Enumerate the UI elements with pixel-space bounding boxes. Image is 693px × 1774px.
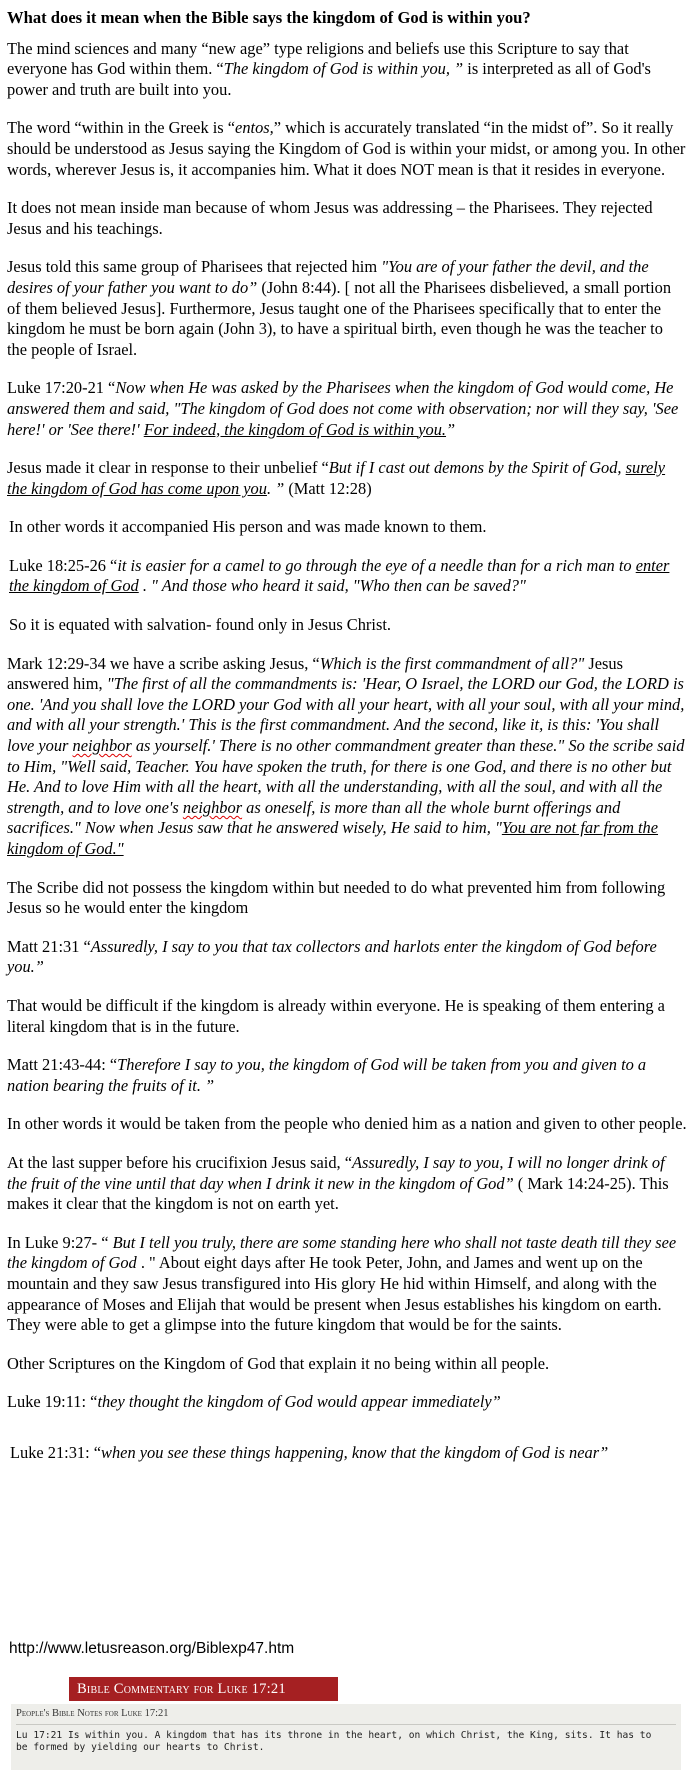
quote: "You are of your father the devil, and the desires of your father you want to do” — [7, 257, 649, 297]
paragraph-matt-12 — [7, 458, 687, 499]
paragraph-luke-9 — [7, 1233, 687, 1336]
paragraph-salvation: So it is equated with salvation- found only in Jesus Christ. — [9, 615, 391, 635]
paragraph-literal-kingdom: That would be difficult if the kingdom is already within everyone. He is speaking of them entering a literal kingdom that is in the future. — [7, 995, 665, 1036]
quote: The kingdom of God is within you, ” — [223, 59, 464, 79]
paragraph-luke-21 — [7, 1443, 687, 1464]
quote: . " And those who heard it said, "Who then can be saved?" — [138, 576, 526, 596]
quote: Assuredly, I say to you that tax collectors and harlots enter the kingdom of God before you.” — [7, 936, 657, 977]
quote: ” — [446, 419, 456, 439]
paragraph-mark-12 — [7, 654, 687, 860]
divider — [16, 1724, 676, 1725]
text: is interpreted as all of God's power and truth are built into you. — [7, 59, 651, 99]
paragraph-other-scriptures: Other Scriptures on the Kingdom of God that explain it no being within all people. — [7, 1353, 550, 1373]
text: Jesus answered him, — [7, 653, 623, 694]
text: The mind sciences and many “new age” type religions and beliefs use this Scripture to say that everyone has God within them. “ — [7, 38, 629, 79]
text: The word “within in the Greek is “ — [7, 118, 236, 138]
quote: they thought the kingdom of God would appear immediately” — [97, 1392, 501, 1412]
text: (John 8:44). [ not all the Pharisees disbelieved, a small portion of them believed Jesus]. Furthermore, Jesus taught one of the Pharisees specifically that to enter the kingdom he must be born again (John 3), to have a spiritual birth, even though he was the teacher to the people of Israel. — [7, 277, 672, 359]
quote: "The first of all the commandments is: 'Hear, O Israel, the LORD our God, the LORD is one. 'And you shall love the LORD your God with all your heart, with all your soul, with all your mind, and with all your strength.' This is the first commandment. And the second, like it, is this: 'You shall love your — [7, 674, 685, 756]
text: (Matt 12:28) — [284, 478, 372, 498]
paragraph-luke-18 — [7, 556, 687, 597]
paragraph-john-8 — [7, 257, 687, 360]
greek-word: entos, — [235, 118, 274, 138]
text: Luke 19:11: “ — [7, 1392, 98, 1412]
text: Mark 12:29-34 we have a scribe asking Jesus, “ — [7, 653, 320, 673]
paragraph-luke-17 — [7, 378, 687, 440]
paragraph-accompanied: In other words it accompanied His person and was made known to them. — [9, 517, 487, 537]
paragraph-taken-away: In other words it would be taken from the people who denied him as a nation and given to other people. — [7, 1114, 687, 1134]
text: ” which is accurately translated “in the midst of”. So it really should be understood as Jesus saying the Kingdom of God is within your midst, or among you. In other words, wherever Jesus is, it accompanies him. What it does NOT mean is that it resides in everyone. — [7, 118, 686, 179]
notes-heading: People's Bible Notes for Luke 17:21 — [16, 1708, 169, 1719]
text: In Luke 9:27- “ — [7, 1232, 109, 1252]
underlined-quote: You are not far from the kingdom of God." — [7, 818, 659, 858]
notes-body: Lu 17:21 Is within you. A kingdom that has its throne in the heart, on which Christ, the King, sits. It has to be formed by yielding our hearts to Christ. — [16, 1730, 652, 1753]
paragraph-last-supper — [7, 1153, 687, 1215]
paragraph-matt-21-31 — [7, 937, 687, 978]
spellcheck-word: neighbor — [72, 736, 132, 756]
commentary-banner[interactable]: Bible Commentary for Luke 17:21 — [69, 1677, 338, 1701]
quote: But if I cast out demons by the Spirit of God, — [328, 458, 626, 478]
underlined-quote: For indeed, the kingdom of God is within you. — [143, 419, 447, 439]
spellcheck-word: neighbor — [182, 797, 243, 817]
source-url: http://www.letusreason.org/Biblexp47.htm — [9, 1640, 295, 1657]
paragraph-luke-19 — [7, 1392, 687, 1413]
text: Luke 21:31: “ — [10, 1442, 102, 1462]
quote: Now when He was asked by the Pharisees when the kingdom of God would come, He answered them and said, "The kingdom of God does not come with observation; nor will they say, 'See here!' or 'See there!' — [7, 378, 679, 439]
quote: But I tell you truly, there are some standing here who shall not taste death till they see the kingdom of God — [7, 1232, 677, 1273]
paragraph-entos — [7, 118, 687, 180]
paragraph-matt-21-43 — [7, 1055, 687, 1096]
text: . " About eight days after He took Peter, John, and James and went up on the mountain and they saw Jesus transfigured into His glory He hid within Himself, and along with the appearance of Moses and Elijah that would be present when Jesus establishes his kingdom on earth. They were able to get a glimpse into the future kingdom that would be for the saints. — [7, 1253, 662, 1335]
text: Luke 18:25-26 “ — [9, 555, 118, 575]
paragraph-new-age — [7, 39, 687, 101]
text: Matt 21:43-44: “ — [7, 1055, 118, 1075]
page-title: What does it mean when the Bible says the kingdom of God is within you? — [7, 8, 531, 27]
text: At the last supper before his crucifixion Jesus said, “ — [7, 1152, 353, 1172]
text: Luke 17:20-21 “ — [7, 378, 116, 398]
underlined-quote: surely the kingdom of God has come upon you — [7, 458, 666, 498]
text: Matt 21:31 “ — [7, 936, 91, 956]
quote: as oneself, is more than all the whole burnt offerings and sacrifices." Now when Jesus saw that he answered wisely, He said to him, " — [7, 797, 621, 838]
paragraph-pharisees: It does not mean inside man because of whom Jesus was addressing – the Pharisees. They rejected Jesus and his teachings. — [7, 198, 653, 238]
quote: when you see these things happening, know that the kingdom of God is near” — [101, 1442, 609, 1462]
quote: . ” — [266, 478, 285, 498]
text: Jesus told this same group of Pharisees that rejected him — [7, 257, 382, 277]
text: Jesus made it clear in response to their unbelief “ — [7, 458, 329, 478]
article — [7, 8, 687, 1481]
quote: Therefore I say to you, the kingdom of God will be taken from you and given to a nation bearing the fruits of it. ” — [7, 1055, 647, 1095]
quote: Assuredly, I say to you, I will no longer drink of the fruit of the vine until that day when I drink it new in the kingdom of God” — [7, 1152, 665, 1193]
quote: it is easier for a camel to go through the eye of a needle than for a rich man to — [117, 555, 636, 575]
quote: as yourself.' There is no other commandment greater than these." So the scribe said to Him, "Well said, Teacher. You have spoken the truth, for there is one God, and there is no other but He. And to love Him with all the heart, with all the understanding, with all the soul, and with all the strength, and to love one's — [7, 736, 685, 817]
underlined-quote: enter the kingdom of God — [9, 555, 670, 596]
text: ( Mark 14:24-25). This makes it clear that the kingdom is not on earth yet. — [7, 1173, 669, 1214]
paragraph-scribe: The Scribe did not possess the kingdom within but needed to do what prevented him from following Jesus so he would enter the kingdom — [7, 877, 666, 918]
quote: Which is the first commandment of all?" — [319, 653, 585, 673]
commentary-notes-box — [11, 1704, 681, 1770]
